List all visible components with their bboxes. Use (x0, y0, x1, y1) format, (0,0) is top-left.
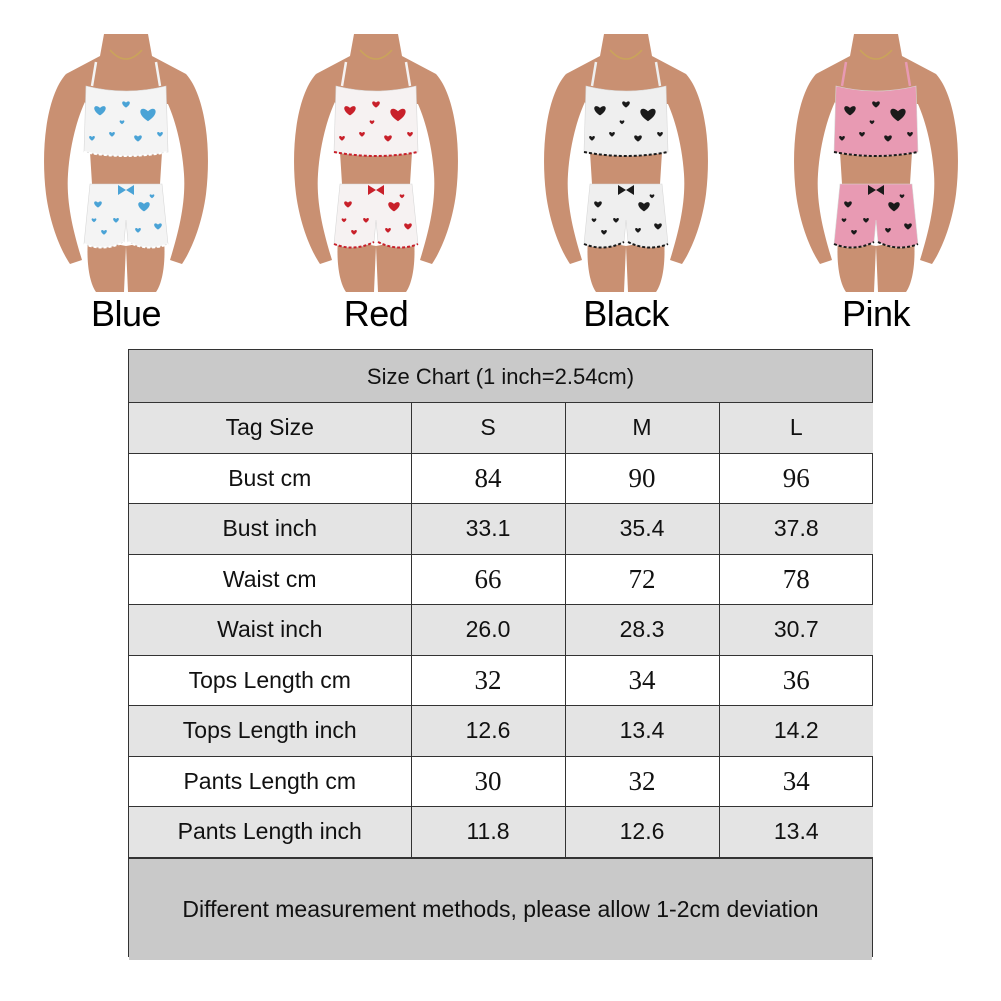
measurement-value: 36 (719, 655, 873, 706)
size-table (129, 403, 873, 858)
measurement-label: Tops Length inch (129, 706, 411, 757)
measurement-value: 84 (411, 453, 565, 504)
measurement-value: 34 (719, 756, 873, 807)
variant-label: Red (343, 293, 409, 334)
table-row (129, 605, 873, 656)
measurement-value: 30.7 (719, 605, 873, 656)
measurement-value: 13.4 (719, 807, 873, 858)
measurement-value: 34 (565, 655, 719, 706)
variant-label: Black (583, 293, 669, 334)
measurement-value: 26.0 (411, 605, 565, 656)
measurement-label: Waist cm (129, 554, 411, 605)
measurement-value: 35.4 (565, 504, 719, 555)
variant-red[interactable] (276, 34, 476, 334)
size-chart-note: Different measurement methods, please allow 1-2cm deviation (129, 858, 872, 960)
size-chart-title: Size Chart (1 inch=2.54cm) (129, 350, 872, 403)
measurement-value: 96 (719, 453, 873, 504)
measurement-value: 30 (411, 756, 565, 807)
table-row (129, 655, 873, 706)
table-header-row (129, 403, 873, 453)
measurement-label: Pants Length inch (129, 807, 411, 858)
measurement-value: 33.1 (411, 504, 565, 555)
measurement-label: Pants Length cm (129, 756, 411, 807)
size-column-header: L (719, 403, 873, 453)
measurement-value: 11.8 (411, 807, 565, 858)
model-photo-black (526, 34, 726, 292)
measurement-value: 66 (411, 554, 565, 605)
measurement-label: Waist inch (129, 605, 411, 656)
variant-label: Pink (841, 293, 911, 334)
measurement-label: Tops Length cm (129, 655, 411, 706)
measurement-value: 78 (719, 554, 873, 605)
size-column-header: M (565, 403, 719, 453)
product-variants (0, 0, 1001, 340)
variant-blue[interactable] (26, 34, 226, 334)
measurement-label: Bust inch (129, 504, 411, 555)
size-chart (128, 349, 873, 957)
table-row (129, 504, 873, 555)
table-row (129, 756, 873, 807)
model-photo-blue (26, 34, 226, 292)
measurement-label: Bust cm (129, 453, 411, 504)
measurement-value: 32 (411, 655, 565, 706)
measurement-value: 28.3 (565, 605, 719, 656)
measurement-value: 12.6 (565, 807, 719, 858)
measurement-value: 32 (565, 756, 719, 807)
measurement-value: 14.2 (719, 706, 873, 757)
variant-black[interactable] (526, 34, 726, 334)
table-row (129, 807, 873, 858)
size-column-header: S (411, 403, 565, 453)
model-photo-red (276, 34, 476, 292)
table-row (129, 554, 873, 605)
table-row (129, 453, 873, 504)
measurement-value: 37.8 (719, 504, 873, 555)
measurement-value: 72 (565, 554, 719, 605)
measurement-value: 90 (565, 453, 719, 504)
variant-label: Blue (90, 293, 162, 334)
tag-size-header: Tag Size (129, 403, 411, 453)
measurement-value: 12.6 (411, 706, 565, 757)
measurement-value: 13.4 (565, 706, 719, 757)
variant-pink[interactable] (776, 34, 976, 334)
model-photo-pink (776, 34, 976, 292)
table-row (129, 706, 873, 757)
